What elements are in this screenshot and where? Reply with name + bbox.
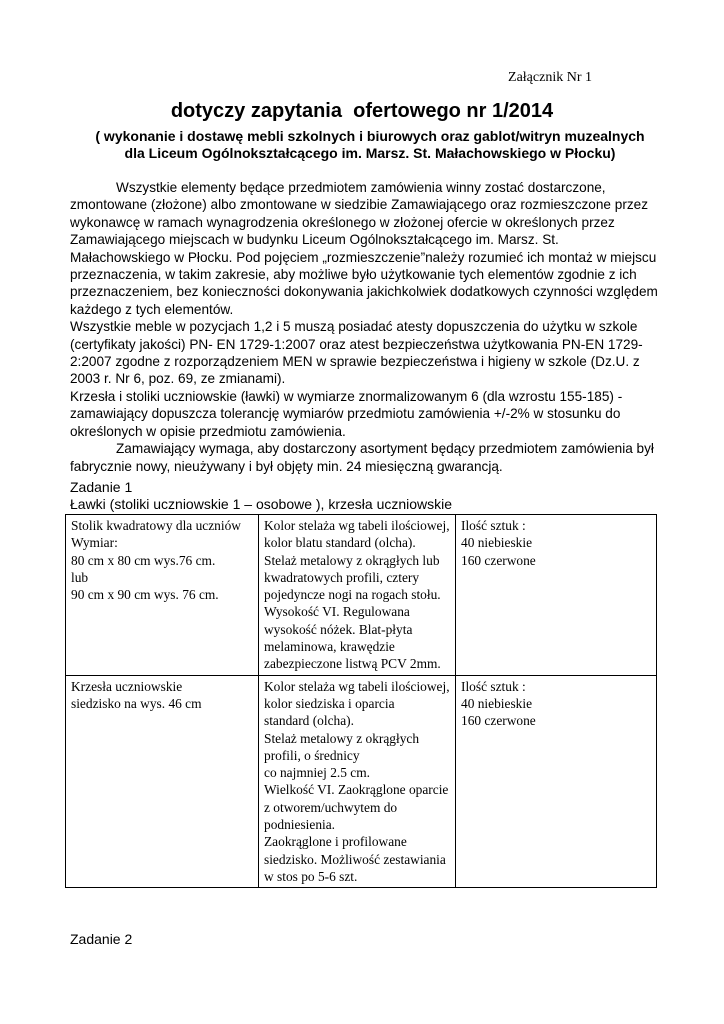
task-1-description: Ławki (stoliki uczniowskie 1 – osobowe ), krzesła uczniowskie: [70, 496, 453, 512]
subtitle-line-1: ( wykonanie i dostawę mebli szkolnych i biurowych oraz gablot/witryn muzealnych: [95, 128, 645, 144]
document-title: dotyczy zapytania ofertowego nr 1/2014: [170, 100, 554, 122]
item-name-cell: Stolik kwadratowy dla uczniów Wymiar: 80 cm x 80 cm wys.76 cm. lub 90 cm x 90 cm wys. 76 cm.: [66, 515, 259, 676]
paragraph-certificates: Wszystkie meble w pozycjach 1,2 i 5 muszą posiadać atesty dopuszczenia do użytku w szkole (certyfikaty jakości) PN- EN 1729-1:2007 oraz atest bezpieczeństwa użytkowania PN-EN 1729-2:2007 zgodne z rozporządzeniem MEN w sprawie bezpieczeństwa i higieny w szkole (Dz.U. z 2003 r. Nr 6, poz. 69, ze zmianami).: [70, 319, 643, 387]
paragraph-delivery: Wszystkie elementy będące przedmiotem zamówienia winny zostać dostarczone, zmontowane (złożone) albo zmontowane w siedzibie Zamawiającego oraz rozmieszczone przez wykonawcę w ramach wynagrodzenia określonego w złożonej ofercie w określonych przez Zamawiającego miejscach w budynku Liceum Ogólnokształcącego im. Marsz. St. Małachowskiego w Płocku. Pod pojęciem „rozmieszczenie”należy rozumieć ich montaż w miejscu przeznaczenia, w takim zakresie, aby możliwe było użytkowanie tych elementów zgodnie z ich przeznaczeniem, bez konieczności dokonywania jakichkolwiek dodatkowych czynności względem każdego z tych elementów.: [70, 180, 658, 317]
body-text: [70, 179, 660, 475]
subtitle-line-2: dla Liceum Ogólnokształcącego im. Marsz. St. Małachowskiego w Płocku): [124, 145, 616, 161]
item-name-cell: Krzesła uczniowskie siedzisko na wys. 46 cm: [66, 675, 259, 888]
paragraph-warranty: Zamawiający wymaga, aby dostarczony asortyment będący przedmiotem zamówienia był fabrycznie nowy, nieużywany i był objęty min. 24 miesięczną gwarancją.: [70, 441, 654, 474]
document-subtitle: [60, 128, 680, 162]
table-row: [66, 515, 657, 676]
item-quantity-cell: Ilość sztuk : 40 niebieskie 160 czerwone: [456, 515, 657, 676]
table-row: [66, 675, 657, 888]
item-spec-cell: Kolor stelaża wg tabeli ilościowej, kolor blatu standard (olcha). Stelaż metalowy z okrągłych lub kwadratowych profili, cztery pojedyncze nogi na rogach stołu. Wysokość VI. Regulowana wysokość nóżek. Blat-płyta melaminowa, krawędzie zabezpieczone listwą PCV 2mm.: [259, 515, 456, 676]
item-spec-cell: Kolor stelaża wg tabeli ilościowej, kolor siedziska i oparcia standard (olcha). Stelaż metalowy z okrągłych profili, o średnicy co najmniej 2.5 cm. Wielkość VI. Zaokrąglone oparcie z otworem/uchwytem do podniesienia. Zaokrąglone i profilowane siedzisko. Możliwość zestawiania w stos po 5-6 szt.: [259, 675, 456, 888]
task-2-heading: Zadanie 2: [70, 931, 133, 947]
spec-table: [65, 514, 657, 888]
task-1-heading: Zadanie 1: [70, 479, 133, 495]
item-quantity-cell: Ilość sztuk : 40 niebieskie 160 czerwone: [456, 675, 657, 888]
paragraph-tolerance: Krzesła i stoliki uczniowskie (ławki) w wymiarze znormalizowanym 6 (dla wzrostu 155-185) - zamawiający dopuszcza tolerancję wymiarów przedmiotu zamówienia +/-2% w stosunku do określonych w opisie przedmiotu zamówienia.: [70, 388, 623, 439]
annex-label: Załącznik Nr 1: [508, 70, 592, 85]
